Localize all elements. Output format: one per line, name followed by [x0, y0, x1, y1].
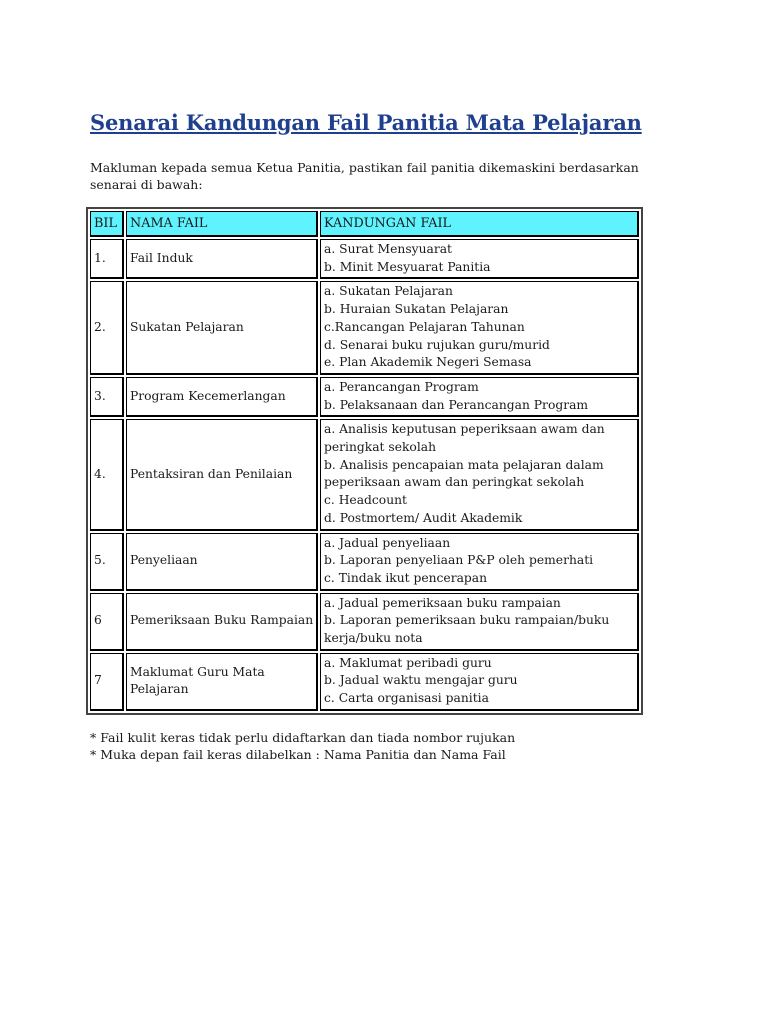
row-bil: 3. [90, 377, 124, 417]
header-bil: BIL [90, 211, 124, 237]
footnote: * Fail kulit keras tidak perlu didaftarkan dan tiada nombor rujukan [90, 729, 516, 745]
row-kandungan [320, 239, 639, 279]
row-nama-fail: Fail Induk [126, 239, 318, 279]
kandungan-item: a. Jadual pemeriksaan buku rampaian [324, 595, 561, 610]
row-kandungan [320, 419, 639, 530]
row-nama-fail: Pentaksiran dan Penilaian [126, 419, 318, 530]
kandungan-item: c. Carta organisasi panitia [324, 691, 489, 706]
row-kandungan [320, 593, 639, 651]
kandungan-item: d. Senarai buku rujukan guru/murid [324, 337, 550, 352]
document-page [90, 110, 690, 763]
table-row [90, 377, 639, 417]
row-bil: 4. [90, 419, 124, 530]
kandungan-item: a. Surat Mensyuarat [324, 242, 453, 256]
row-bil: 2. [90, 281, 124, 375]
header-nama-fail: NAMA FAIL [126, 211, 318, 237]
table-row [90, 419, 639, 530]
kandungan-item: b. Analisis pencapaian mata pelajaran dalam peperiksaan awam dan peringkat sekolah [324, 457, 604, 490]
kandungan-item: e. Plan Akademik Negeri Semasa [324, 355, 532, 370]
row-bil: 7 [90, 653, 124, 711]
row-nama-fail: Program Kecemerlangan [126, 377, 318, 417]
table-header-row [90, 211, 639, 237]
kandungan-item: b. Pelaksanaan dan Perancangan Program [324, 397, 589, 412]
kandungan-item: c. Tindak ikut pencerapan [324, 570, 488, 585]
row-kandungan [320, 281, 639, 375]
footnotes [90, 729, 690, 763]
table-row [90, 239, 639, 279]
table-row [90, 593, 639, 651]
row-kandungan [320, 653, 639, 711]
kandungan-item: a. Perancangan Program [324, 379, 479, 394]
kandungan-item: a. Jadual penyeliaan [324, 535, 451, 550]
row-kandungan [320, 533, 639, 591]
row-nama-fail: Sukatan Pelajaran [126, 281, 318, 375]
table-row [90, 653, 639, 711]
kandungan-item: b. Laporan penyeliaan P&P oleh pemerhati [324, 553, 594, 568]
row-kandungan [320, 377, 639, 417]
intro-paragraph: Makluman kepada semua Ketua Panitia, pastikan fail panitia dikemaskini berdasarkan senarai di bawah: [90, 160, 639, 192]
row-bil: 6 [90, 593, 124, 651]
kandungan-item: a. Analisis keputusan peperiksaan awam dan peringkat sekolah [324, 422, 605, 455]
page-title: Senarai Kandungan Fail Panitia Mata Pelajaran [90, 110, 642, 135]
kandungan-item: b. Huraian Sukatan Pelajaran [324, 302, 509, 317]
row-nama-fail: Pemeriksaan Buku Rampaian [126, 593, 318, 651]
header-kandungan-fail: KANDUNGAN FAIL [320, 211, 639, 237]
row-bil: 5. [90, 533, 124, 591]
kandungan-item: c. Headcount [324, 493, 407, 508]
table-row [90, 533, 639, 591]
kandungan-item: b. Minit Mesyuarat Panitia [324, 259, 491, 274]
footnote: * Muka depan fail keras dilabelkan : Nama Panitia dan Nama Fail [90, 746, 506, 762]
kandungan-item: c.Rancangan Pelajaran Tahunan [324, 319, 525, 334]
row-nama-fail: Penyeliaan [126, 533, 318, 591]
table-row [90, 281, 639, 375]
row-bil: 1. [90, 239, 124, 279]
file-contents-table [86, 207, 643, 715]
kandungan-item: d. Postmortem/ Audit Akademik [324, 510, 523, 525]
kandungan-item: b. Jadual waktu mengajar guru [324, 673, 518, 688]
kandungan-item: b. Laporan pemeriksaan buku rampaian/buku kerja/buku nota [324, 613, 610, 646]
row-nama-fail: Maklumat Guru Mata Pelajaran [126, 653, 318, 711]
kandungan-item: a. Maklumat peribadi guru [324, 655, 492, 670]
kandungan-item: a. Sukatan Pelajaran [324, 284, 453, 299]
